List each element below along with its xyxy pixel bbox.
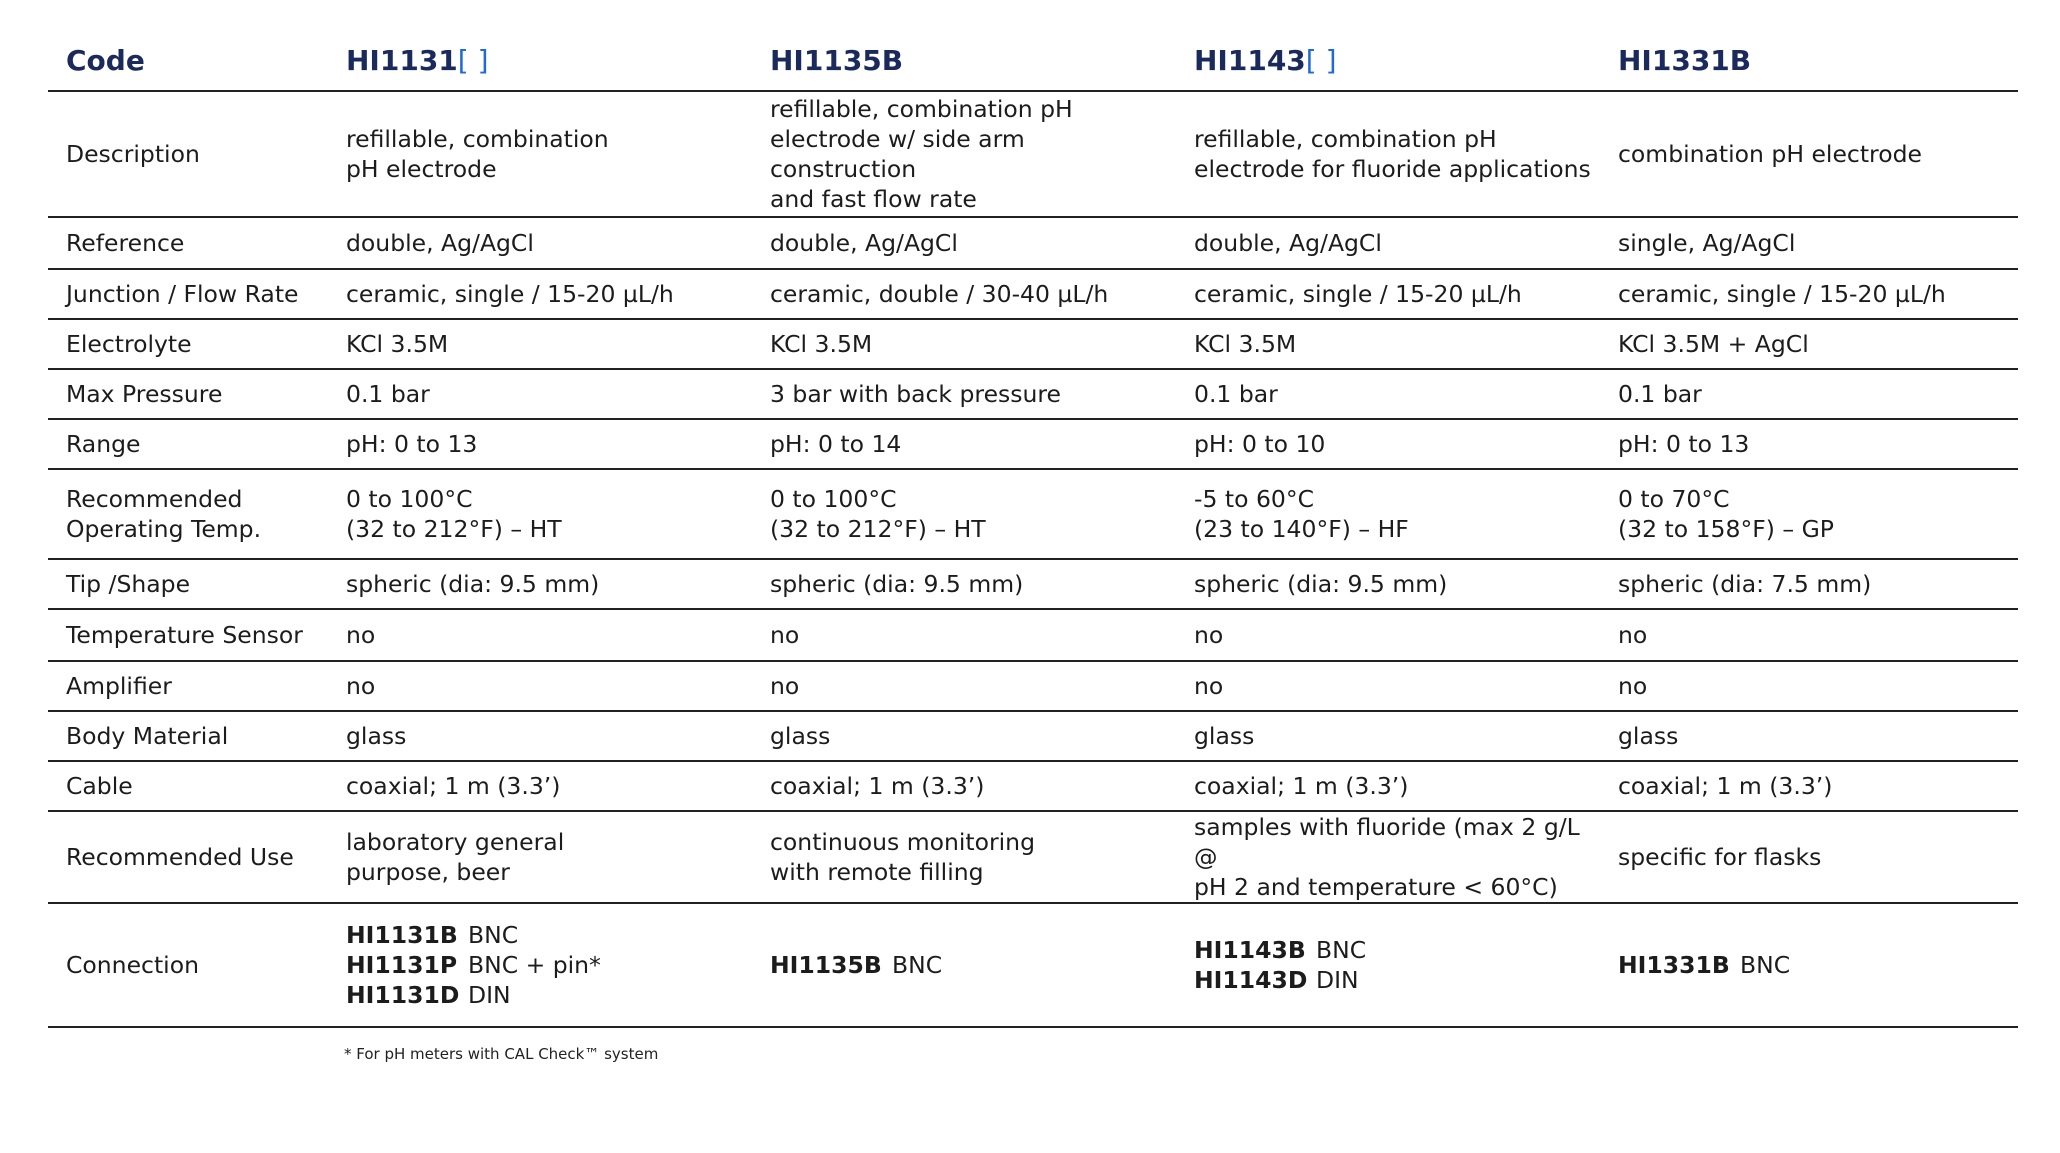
connection-option — [1618, 950, 2018, 980]
model-code: HI1331B — [1618, 43, 1752, 77]
row-label: Temperature Sensor — [48, 609, 328, 661]
cell-value: no — [1176, 661, 1600, 711]
table-row — [48, 761, 2018, 811]
connection-cell — [328, 903, 752, 1027]
cell-value: refillable, combination pH electrode — [328, 91, 752, 217]
row-label: Range — [48, 419, 328, 469]
row-label: Junction / Flow Rate — [48, 269, 328, 319]
row-label: Description — [48, 91, 328, 217]
cell-value: ceramic, single / 15-20 µL/h — [328, 269, 752, 319]
header-model — [328, 30, 752, 91]
model-code: HI1131 — [346, 43, 458, 77]
header-model — [1176, 30, 1600, 91]
table-row — [48, 559, 2018, 609]
cell-value: no — [752, 609, 1176, 661]
cell-value: no — [328, 661, 752, 711]
row-label: Body Material — [48, 711, 328, 761]
cell-value: -5 to 60°C (23 to 140°F) – HF — [1176, 469, 1600, 559]
cell-value: combination pH electrode — [1600, 91, 2018, 217]
header-model — [752, 30, 1176, 91]
cell-value: coaxial; 1 m (3.3’) — [1176, 761, 1600, 811]
table-row — [48, 319, 2018, 369]
table-row — [48, 269, 2018, 319]
cell-value: pH: 0 to 13 — [328, 419, 752, 469]
cell-value: KCl 3.5M + AgCl — [1600, 319, 2018, 369]
cell-value: 0 to 70°C (32 to 158°F) – GP — [1600, 469, 2018, 559]
row-label: Amplifier — [48, 661, 328, 711]
connection-cell — [752, 903, 1176, 1027]
connection-code: HI1135B — [770, 951, 882, 979]
table-row — [48, 419, 2018, 469]
cell-value: continuous monitoring with remote filling — [752, 811, 1176, 903]
cell-value: spheric (dia: 9.5 mm) — [328, 559, 752, 609]
connection-code: HI1131B — [346, 921, 458, 949]
table-row-connection — [48, 903, 2018, 1027]
connection-option — [346, 950, 752, 980]
table-row — [48, 609, 2018, 661]
cell-value: no — [1600, 661, 2018, 711]
cell-value: no — [1600, 609, 2018, 661]
cell-value: glass — [752, 711, 1176, 761]
row-label: Max Pressure — [48, 369, 328, 419]
connection-type: BNC — [1316, 936, 1367, 964]
table-row — [48, 811, 2018, 903]
table-row — [48, 711, 2018, 761]
model-suffix: [ ] — [457, 43, 489, 77]
row-label: Recommended Use — [48, 811, 328, 903]
spec-table — [48, 30, 2018, 1028]
connection-option — [1194, 935, 1600, 965]
row-label: Recommended Operating Temp. — [48, 469, 328, 559]
cell-value: spheric (dia: 9.5 mm) — [1176, 559, 1600, 609]
cell-value: double, Ag/AgCl — [1176, 217, 1600, 269]
table-row — [48, 469, 2018, 559]
cell-value: ceramic, single / 15-20 µL/h — [1600, 269, 2018, 319]
model-suffix: [ ] — [1305, 43, 1337, 77]
connection-cell — [1176, 903, 1600, 1027]
table-row — [48, 91, 2018, 217]
connection-option — [346, 980, 752, 1010]
row-label: Reference — [48, 217, 328, 269]
header-model — [1600, 30, 2018, 91]
connection-code: HI1131D — [346, 981, 460, 1009]
cell-value: 0 to 100°C (32 to 212°F) – HT — [752, 469, 1176, 559]
connection-type: BNC — [468, 921, 519, 949]
header-row — [48, 30, 2018, 91]
cell-value: no — [328, 609, 752, 661]
cell-value: 0.1 bar — [1176, 369, 1600, 419]
cell-value: spheric (dia: 9.5 mm) — [752, 559, 1176, 609]
connection-type: BNC + pin* — [468, 951, 601, 979]
row-label: Connection — [48, 903, 328, 1027]
cell-value: coaxial; 1 m (3.3’) — [328, 761, 752, 811]
model-code: HI1143 — [1194, 43, 1306, 77]
cell-value: glass — [1176, 711, 1600, 761]
connection-code: HI1331B — [1618, 951, 1730, 979]
cell-value: refillable, combination pH electrode for fluoride applications — [1176, 91, 1600, 217]
cell-value: 0.1 bar — [1600, 369, 2018, 419]
connection-option — [346, 920, 752, 950]
table-row — [48, 217, 2018, 269]
cell-value: refillable, combination pH electrode w/ side arm construction and fast flow rate — [752, 91, 1176, 217]
cell-value: KCl 3.5M — [1176, 319, 1600, 369]
connection-code: HI1143D — [1194, 966, 1308, 994]
cell-value: coaxial; 1 m (3.3’) — [1600, 761, 2018, 811]
connection-type: DIN — [1316, 966, 1359, 994]
cell-value: pH: 0 to 14 — [752, 419, 1176, 469]
cell-value: double, Ag/AgCl — [752, 217, 1176, 269]
cell-value: coaxial; 1 m (3.3’) — [752, 761, 1176, 811]
spec-body — [48, 91, 2018, 1027]
cell-value: pH: 0 to 10 — [1176, 419, 1600, 469]
header-label: Code — [48, 30, 328, 91]
cell-value: KCl 3.5M — [752, 319, 1176, 369]
cell-value: double, Ag/AgCl — [328, 217, 752, 269]
cell-value: glass — [1600, 711, 2018, 761]
table-row — [48, 661, 2018, 711]
connection-type: DIN — [468, 981, 511, 1009]
connection-option — [770, 950, 1176, 980]
connection-type: BNC — [892, 951, 943, 979]
row-label: Cable — [48, 761, 328, 811]
cell-value: ceramic, double / 30-40 µL/h — [752, 269, 1176, 319]
cell-value: ceramic, single / 15-20 µL/h — [1176, 269, 1600, 319]
cell-value: 3 bar with back pressure — [752, 369, 1176, 419]
model-code: HI1135B — [770, 43, 904, 77]
cell-value: specific for flasks — [1600, 811, 2018, 903]
connection-cell — [1600, 903, 2018, 1027]
cell-value: no — [752, 661, 1176, 711]
row-label: Tip /Shape — [48, 559, 328, 609]
cell-value: no — [1176, 609, 1600, 661]
cell-value: pH: 0 to 13 — [1600, 419, 2018, 469]
row-label: Electrolyte — [48, 319, 328, 369]
cell-value: single, Ag/AgCl — [1600, 217, 2018, 269]
cell-value: glass — [328, 711, 752, 761]
cell-value: 0 to 100°C (32 to 212°F) – HT — [328, 469, 752, 559]
connection-code: HI1143B — [1194, 936, 1306, 964]
cell-value: spheric (dia: 7.5 mm) — [1600, 559, 2018, 609]
table-row — [48, 369, 2018, 419]
cell-value: KCl 3.5M — [328, 319, 752, 369]
footnote: * For pH meters with CAL Check™ system — [344, 1045, 659, 1063]
cell-value: samples with fluoride (max 2 g/L @ pH 2 and temperature < 60°C) — [1176, 811, 1600, 903]
cell-value: 0.1 bar — [328, 369, 752, 419]
connection-code: HI1131P — [346, 951, 458, 979]
cell-value: laboratory general purpose, beer — [328, 811, 752, 903]
connection-option — [1194, 965, 1600, 995]
connection-type: BNC — [1740, 951, 1791, 979]
